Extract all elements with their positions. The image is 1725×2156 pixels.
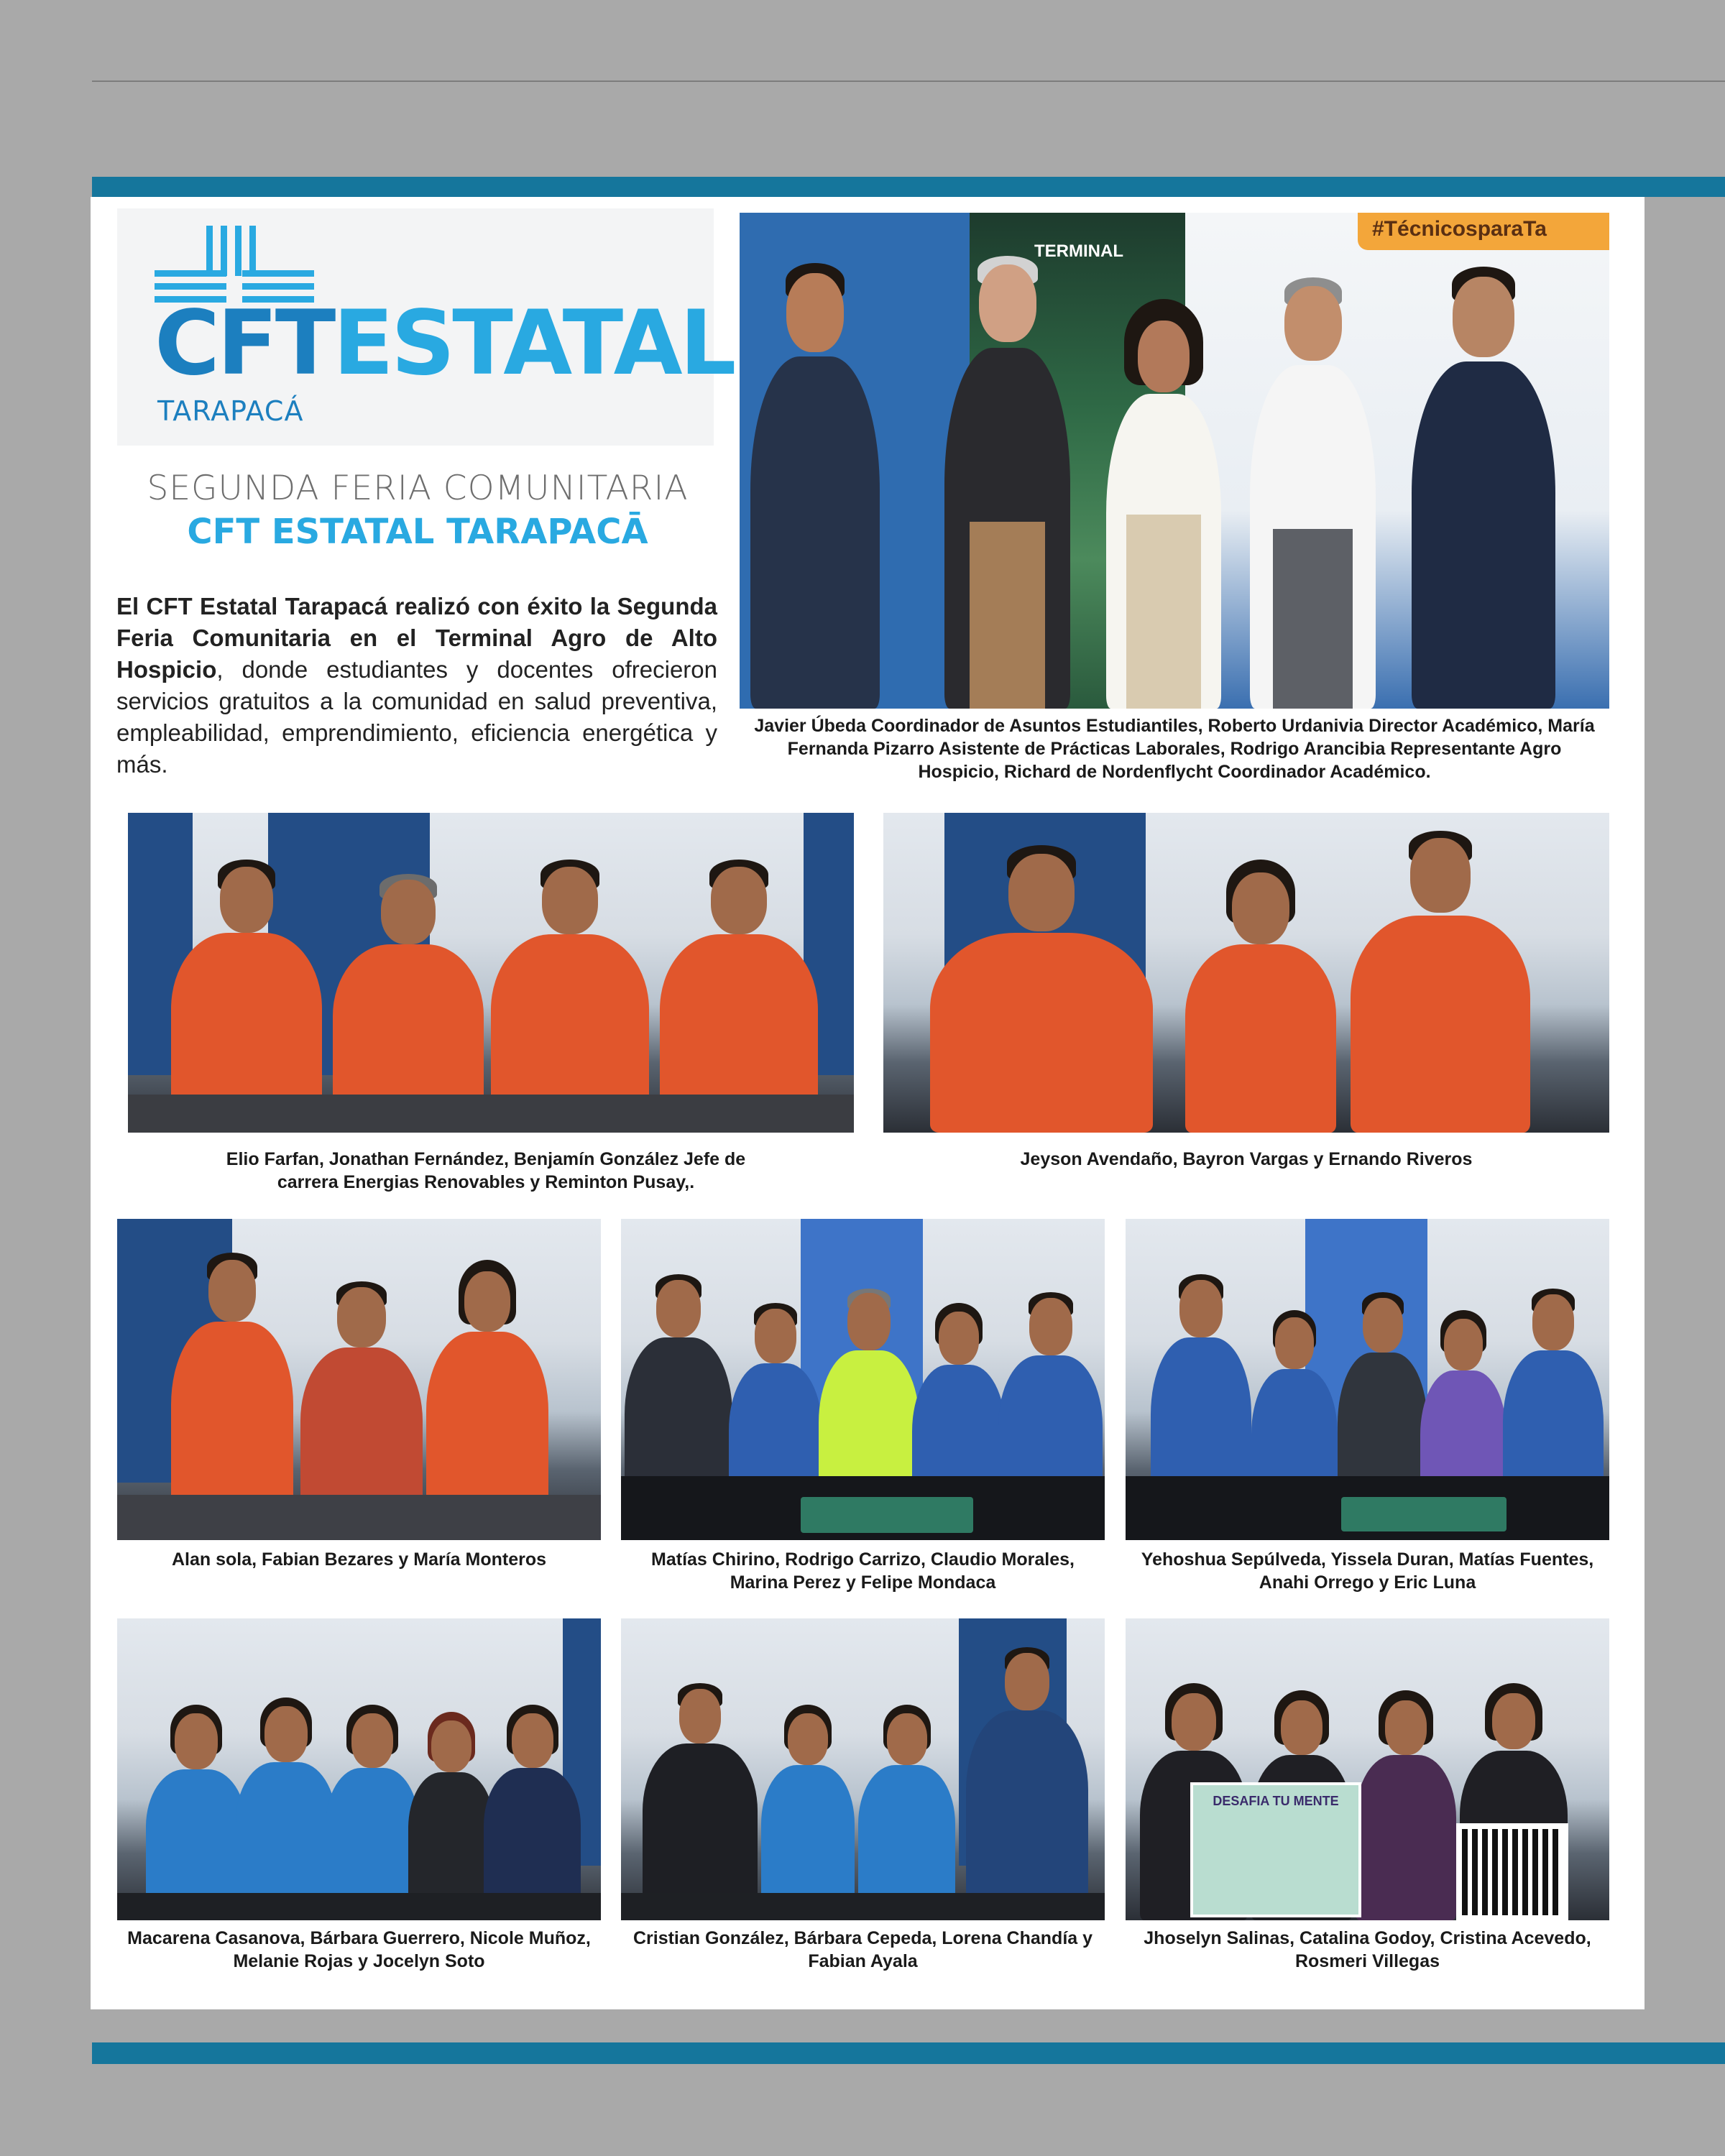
person-figure: [966, 1647, 1088, 1920]
caption-row3-right: Yehoshua Sepúlveda, Yissela Duran, Matías Fuentes, Anahi Orrego y Eric Luna: [1141, 1549, 1594, 1593]
magazine-page: [91, 197, 1644, 2009]
intro-text: , donde estudiantes y docentes ofrecieron servicios gratuitos a la comunidad en salud preventiva, empleabilidad, emprendimiento, eficiencia energética y más.: [116, 656, 717, 778]
qr-code-icon: [1456, 1823, 1568, 1920]
photo-row2-right: [883, 813, 1609, 1133]
caption-row2-right: Jeyson Avendaño, Bayron Vargas y Ernando Riveros: [1020, 1149, 1473, 1169]
person-figure: [1185, 860, 1336, 1133]
top-rule: [92, 80, 1725, 82]
person-figure: [491, 860, 649, 1133]
cft-logo: [117, 208, 734, 446]
caption-row4-right: Jhoselyn Salinas, Catalina Godoy, Cristina Acevedo, Rosmeri Villegas: [1144, 1928, 1591, 1971]
terminal-banner: TERMINAL: [1034, 241, 1123, 261]
logo-region-text: TARAPACÁ: [157, 395, 304, 427]
person-figure: [484, 1705, 581, 1920]
photo-row2-left: [128, 813, 854, 1133]
logo-cft-text: CFT: [155, 292, 334, 395]
person-figure: [146, 1705, 247, 1920]
article-subtitle: CFT ESTATAL TARAPACĀ: [187, 512, 648, 552]
caption-row4-left: Macarena Casanova, Bárbara Guerrero, Nicole Muñoz, Melanie Rojas y Jocelyn Soto: [127, 1928, 591, 1971]
photo-main: [740, 213, 1609, 709]
intro-bold-text: El CFT Estatal Tarapacá realizó con éxito la Segunda Feria Comunitaria en el Terminal Agro de Alto Hospicio: [116, 593, 717, 683]
person-figure: [660, 860, 818, 1133]
person-figure: [750, 263, 880, 709]
photo-row4-right: [1126, 1618, 1609, 1920]
top-accent-bar: [92, 177, 1725, 197]
caption-row3-mid: Matías Chirino, Rodrigo Carrizo, Claudio Morales, Marina Perez y Felipe Mondaca: [651, 1549, 1075, 1593]
photo-row3-right: [1126, 1219, 1609, 1540]
person-figure: [761, 1705, 855, 1920]
desafia-sign: [1190, 1782, 1361, 1917]
caption-row2-left: Elio Farfan, Jonathan Fernández, Benjamín González Jefe de carrera Energias Renovables y Reminton Pusay,.: [226, 1149, 746, 1192]
person-figure: [408, 1712, 494, 1920]
hashtag-banner: #TécnicosparaTa: [1372, 217, 1547, 241]
person-figure: [236, 1697, 336, 1920]
person-figure: [1106, 299, 1221, 709]
logo-estatal-text: ESTATAL: [333, 292, 734, 395]
person-figure: [858, 1705, 955, 1920]
article-intro: [116, 591, 717, 780]
photo-row3-left: [117, 1219, 601, 1540]
caption-row3-left: Alan sola, Fabian Bezares y María Monteros: [172, 1549, 546, 1570]
person-figure: [326, 1705, 419, 1920]
bottom-accent-bar: [92, 2042, 1725, 2064]
photo-row4-mid: [621, 1618, 1105, 1920]
logo-wordmark: [155, 292, 734, 395]
caption-main: Javier Úbeda Coordinador de Asuntos Estudiantiles, Roberto Urdanivia Director Académico, María Fernanda Pizarro Asistente de Prácticas Laborales, Rodrigo Arancibia Representante Agro Hospicio, Richard de Nordenflycht Coordinador Académico.: [754, 716, 1595, 782]
person-figure: [944, 256, 1070, 709]
person-figure: [1351, 831, 1530, 1133]
article-title: SEGUNDA FERIA COMUNITARIA: [147, 469, 689, 508]
sign-text: DESAFIA TU MENTE: [1213, 1794, 1339, 1808]
person-figure: [643, 1683, 758, 1920]
person-figure: [1412, 267, 1555, 709]
photo-row4-left: [117, 1618, 601, 1920]
person-figure: [171, 860, 322, 1133]
person-figure: [1250, 277, 1376, 709]
photo-row3-mid: [621, 1219, 1105, 1540]
person-figure: [1356, 1690, 1456, 1920]
caption-row4-mid: Cristian González, Bárbara Cepeda, Lorena Chandía y Fabian Ayala: [632, 1928, 1093, 1971]
person-figure: [930, 845, 1153, 1133]
